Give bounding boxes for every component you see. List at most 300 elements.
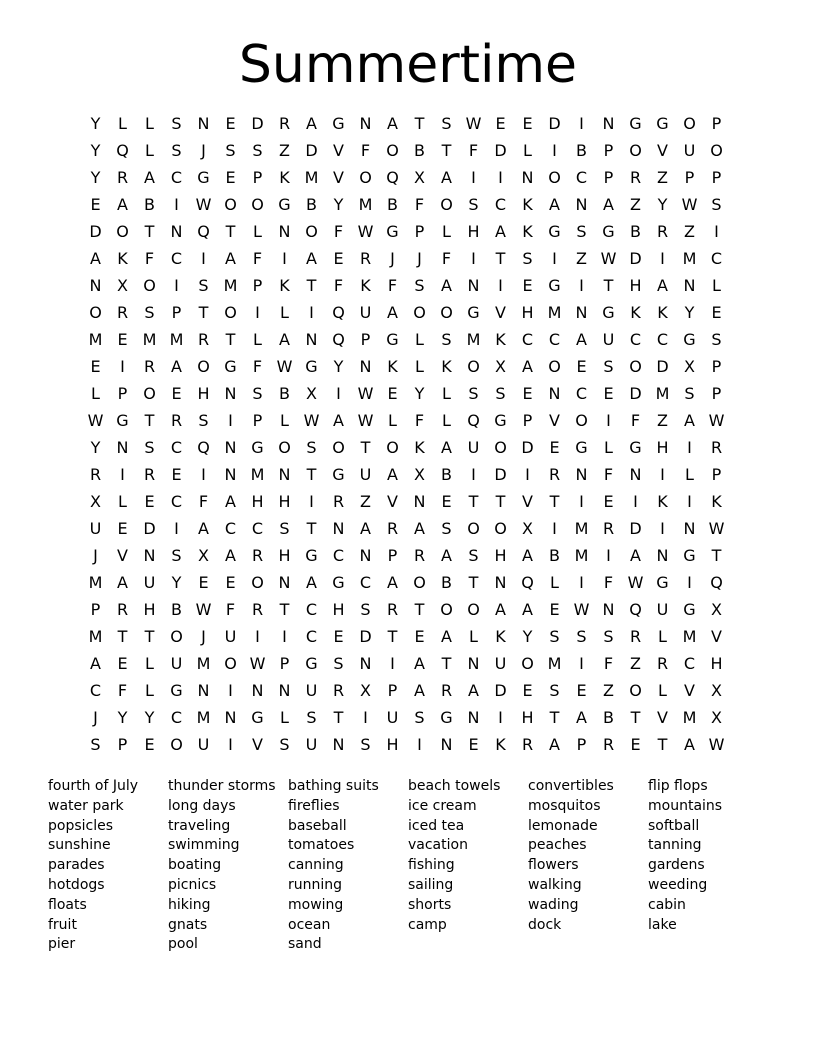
- grid-letter: E: [414, 627, 425, 646]
- grid-letter: V: [387, 492, 398, 511]
- grid-letter: R: [332, 681, 345, 700]
- word-column: [168, 777, 288, 955]
- grid-letter: R: [440, 681, 453, 700]
- grid-letter: D: [143, 519, 156, 538]
- word-list-item: mosquitos: [528, 797, 601, 814]
- grid-letter: L: [145, 114, 154, 133]
- grid-letter: G: [575, 438, 588, 457]
- grid-letter: W: [276, 357, 293, 376]
- grid-letter: Z: [360, 492, 371, 511]
- grid-letter: B: [441, 465, 452, 484]
- grid-letter: W: [681, 195, 698, 214]
- grid-letter: H: [710, 654, 723, 673]
- grid-letter: H: [467, 222, 480, 241]
- grid-letter: A: [441, 627, 452, 646]
- grid-letter: A: [576, 708, 587, 727]
- grid-letter: O: [467, 357, 480, 376]
- grid-letter: S: [468, 384, 479, 403]
- grid-letter: S: [360, 600, 371, 619]
- grid-letter: U: [683, 141, 696, 160]
- grid-letter: Y: [171, 573, 182, 592]
- grid-row: [82, 488, 730, 515]
- grid-letter: S: [252, 141, 263, 160]
- grid-letter: U: [305, 681, 318, 700]
- grid-letter: R: [602, 519, 615, 538]
- grid-letter: O: [224, 303, 237, 322]
- grid-letter: P: [414, 222, 425, 241]
- word-list-item: tomatoes: [288, 837, 355, 854]
- grid-letter: B: [603, 708, 614, 727]
- grid-letter: C: [521, 330, 534, 349]
- grid-letter: W: [627, 573, 644, 592]
- grid-letter: N: [359, 357, 372, 376]
- grid-letter: I: [660, 465, 665, 484]
- grid-letter: P: [252, 411, 263, 430]
- grid-letter: S: [171, 114, 182, 133]
- grid-letter: H: [251, 492, 264, 511]
- grid-letter: A: [684, 411, 695, 430]
- grid-letter: L: [118, 492, 127, 511]
- grid-letter: E: [171, 465, 182, 484]
- grid-letter: D: [548, 114, 561, 133]
- grid-letter: R: [629, 168, 642, 187]
- grid-letter: R: [629, 627, 642, 646]
- grid-letter: Z: [279, 141, 290, 160]
- grid-letter: I: [120, 465, 125, 484]
- grid-letter: M: [682, 708, 697, 727]
- grid-letter: Q: [116, 141, 129, 160]
- grid-letter: P: [711, 114, 722, 133]
- grid-letter: D: [89, 222, 102, 241]
- grid-letter: S: [441, 519, 452, 538]
- grid-letter: N: [548, 384, 561, 403]
- grid-row: [82, 137, 730, 164]
- grid-letter: G: [548, 276, 561, 295]
- grid-letter: T: [387, 627, 398, 646]
- grid-letter: K: [279, 168, 290, 187]
- grid-letter: G: [602, 303, 615, 322]
- grid-letter: K: [117, 249, 128, 268]
- grid-letter: S: [414, 708, 425, 727]
- grid-letter: D: [656, 357, 669, 376]
- grid-letter: J: [93, 708, 98, 727]
- grid-letter: O: [251, 195, 264, 214]
- grid-letter: R: [332, 492, 345, 511]
- grid-letter: O: [629, 357, 642, 376]
- word-list-item: parades: [48, 857, 105, 874]
- grid-letter: W: [573, 600, 590, 619]
- grid-letter: K: [360, 276, 371, 295]
- grid-letter: T: [144, 222, 155, 241]
- grid-letter: M: [88, 330, 103, 349]
- grid-letter: C: [332, 546, 345, 565]
- word-list-item: lake: [648, 916, 677, 933]
- grid-letter: B: [387, 195, 398, 214]
- grid-letter: S: [684, 384, 695, 403]
- grid-letter: C: [251, 519, 264, 538]
- grid-letter: L: [253, 222, 262, 241]
- grid-letter: W: [249, 654, 266, 673]
- grid-letter: F: [225, 600, 236, 619]
- grid-letter: F: [603, 573, 614, 592]
- grid-letter: I: [606, 411, 611, 430]
- grid-letter: M: [250, 465, 265, 484]
- grid-letter: T: [414, 600, 425, 619]
- grid-letter: C: [629, 330, 642, 349]
- grid-letter: A: [144, 168, 155, 187]
- grid-letter: T: [279, 600, 290, 619]
- grid-letter: P: [603, 141, 614, 160]
- grid-letter: E: [144, 735, 155, 754]
- grid-letter: N: [278, 681, 291, 700]
- grid-letter: N: [332, 519, 345, 538]
- grid-letter: F: [630, 411, 641, 430]
- word-list-item: gnats: [168, 916, 208, 933]
- word-list-item: beach towels: [408, 778, 501, 794]
- grid-letter: O: [629, 681, 642, 700]
- grid-letter: W: [357, 384, 374, 403]
- grid-letter: S: [603, 357, 614, 376]
- grid-letter: V: [711, 627, 722, 646]
- grid-letter: E: [198, 573, 209, 592]
- grid-letter: U: [170, 654, 183, 673]
- grid-row: [82, 461, 730, 488]
- word-list-item: pool: [168, 936, 198, 953]
- word-list-item: thunder storms: [168, 778, 276, 794]
- grid-letter: R: [170, 411, 183, 430]
- word-list-item: walking: [528, 876, 582, 893]
- grid-letter: V: [495, 303, 506, 322]
- grid-letter: M: [169, 330, 184, 349]
- grid-letter: S: [279, 735, 290, 754]
- grid-letter: C: [548, 330, 561, 349]
- grid-letter: L: [118, 114, 127, 133]
- grid-letter: B: [306, 195, 317, 214]
- grid-letter: K: [279, 276, 290, 295]
- word-list-item: sand: [288, 936, 322, 953]
- grid-letter: M: [547, 303, 562, 322]
- grid-letter: X: [198, 546, 209, 565]
- grid-letter: E: [522, 384, 533, 403]
- grid-letter: S: [252, 384, 263, 403]
- grid-letter: A: [549, 735, 560, 754]
- grid-letter: E: [711, 303, 722, 322]
- grid-letter: A: [306, 573, 317, 592]
- word-list-item: fireflies: [288, 797, 340, 814]
- grid-letter: D: [359, 627, 372, 646]
- grid-letter: M: [223, 276, 238, 295]
- grid-letter: T: [144, 627, 155, 646]
- grid-letter: S: [522, 249, 533, 268]
- grid-letter: X: [414, 168, 425, 187]
- grid-letter: G: [278, 195, 291, 214]
- grid-letter: Z: [657, 168, 668, 187]
- grid-letter: C: [170, 438, 183, 457]
- grid-letter: M: [574, 519, 589, 538]
- grid-letter: F: [603, 465, 614, 484]
- grid-letter: H: [494, 546, 507, 565]
- word-list-item: ice cream: [408, 797, 477, 814]
- grid-letter: A: [414, 654, 425, 673]
- grid-letter: G: [332, 465, 345, 484]
- grid-letter: L: [145, 141, 154, 160]
- grid-letter: X: [711, 681, 722, 700]
- grid-letter: P: [279, 654, 290, 673]
- grid-letter: Q: [197, 222, 210, 241]
- grid-letter: I: [120, 357, 125, 376]
- grid-letter: S: [441, 114, 452, 133]
- grid-letter: E: [441, 492, 452, 511]
- grid-letter: O: [467, 600, 480, 619]
- word-list-item: tanning: [648, 837, 702, 854]
- grid-letter: E: [549, 600, 560, 619]
- grid-letter: T: [306, 519, 317, 538]
- grid-letter: F: [468, 141, 479, 160]
- grid-letter: A: [306, 114, 317, 133]
- grid-letter: J: [201, 141, 206, 160]
- grid-letter: K: [630, 303, 641, 322]
- grid-letter: I: [363, 708, 368, 727]
- grid-letter: P: [711, 168, 722, 187]
- grid-letter: W: [708, 411, 725, 430]
- grid-letter: Q: [467, 411, 480, 430]
- grid-letter: N: [278, 573, 291, 592]
- grid-letter: C: [656, 330, 669, 349]
- grid-letter: O: [170, 627, 183, 646]
- grid-letter: L: [280, 708, 289, 727]
- grid-letter: T: [117, 627, 128, 646]
- grid-letter: S: [306, 438, 317, 457]
- grid-letter: W: [195, 600, 212, 619]
- grid-letter: H: [521, 708, 534, 727]
- grid-letter: Q: [386, 168, 399, 187]
- grid-letter: A: [387, 573, 398, 592]
- grid-letter: E: [225, 114, 236, 133]
- grid-letter: R: [413, 546, 426, 565]
- grid-letter: S: [549, 627, 560, 646]
- grid-letter: N: [89, 276, 102, 295]
- grid-letter: N: [683, 519, 696, 538]
- grid-letter: S: [90, 735, 101, 754]
- grid-letter: A: [522, 357, 533, 376]
- grid-letter: Z: [657, 411, 668, 430]
- grid-letter: L: [604, 438, 613, 457]
- grid-letter: T: [225, 330, 236, 349]
- grid-letter: Y: [117, 708, 128, 727]
- word-list-item: boating: [168, 857, 222, 874]
- grid-letter: S: [441, 330, 452, 349]
- grid-letter: G: [629, 114, 642, 133]
- grid-letter: G: [548, 222, 561, 241]
- grid-letter: C: [224, 519, 237, 538]
- grid-letter: P: [603, 168, 614, 187]
- grid-letter: R: [116, 303, 129, 322]
- grid-letter: W: [465, 114, 482, 133]
- grid-letter: R: [89, 465, 102, 484]
- grid-letter: F: [333, 222, 344, 241]
- grid-letter: A: [387, 114, 398, 133]
- grid-letter: E: [522, 114, 533, 133]
- grid-letter: L: [91, 384, 100, 403]
- grid-letter: I: [174, 276, 179, 295]
- grid-letter: A: [198, 519, 209, 538]
- grid-letter: P: [117, 735, 128, 754]
- grid-letter: S: [468, 546, 479, 565]
- word-list-item: traveling: [168, 817, 231, 834]
- grid-letter: I: [660, 249, 665, 268]
- grid-letter: N: [602, 600, 615, 619]
- grid-letter: A: [522, 546, 533, 565]
- grid-letter: V: [333, 141, 344, 160]
- grid-letter: G: [494, 411, 507, 430]
- grid-row: [82, 623, 730, 650]
- word-list-item: running: [288, 876, 343, 893]
- grid-letter: Z: [684, 222, 695, 241]
- grid-letter: N: [251, 681, 264, 700]
- grid-row: [82, 407, 730, 434]
- grid-letter: L: [685, 465, 694, 484]
- grid-letter: I: [498, 708, 503, 727]
- grid-letter: L: [388, 411, 397, 430]
- grid-letter: P: [576, 735, 587, 754]
- grid-letter: U: [467, 438, 480, 457]
- grid-letter: I: [552, 249, 557, 268]
- grid-letter: E: [117, 519, 128, 538]
- grid-letter: S: [576, 222, 587, 241]
- grid-letter: L: [523, 141, 532, 160]
- grid-letter: O: [386, 438, 399, 457]
- grid-letter: N: [521, 168, 534, 187]
- grid-letter: L: [442, 384, 451, 403]
- grid-row: [82, 515, 730, 542]
- grid-letter: A: [630, 546, 641, 565]
- grid-letter: N: [575, 303, 588, 322]
- grid-letter: U: [305, 735, 318, 754]
- grid-letter: N: [224, 384, 237, 403]
- grid-row: [82, 731, 730, 758]
- grid-letter: T: [549, 708, 560, 727]
- grid-letter: D: [494, 465, 507, 484]
- grid-letter: M: [655, 384, 670, 403]
- grid-letter: N: [116, 438, 129, 457]
- grid-letter: I: [255, 303, 260, 322]
- grid-letter: F: [333, 276, 344, 295]
- grid-letter: R: [656, 654, 669, 673]
- grid-letter: K: [387, 357, 398, 376]
- grid-letter: Z: [603, 681, 614, 700]
- grid-letter: S: [306, 708, 317, 727]
- grid-letter: E: [468, 735, 479, 754]
- grid-letter: I: [174, 519, 179, 538]
- grid-letter: N: [494, 573, 507, 592]
- grid-letter: A: [333, 411, 344, 430]
- grid-letter: P: [711, 384, 722, 403]
- grid-letter: L: [253, 330, 262, 349]
- grid-letter: I: [579, 654, 584, 673]
- grid-letter: Q: [710, 573, 723, 592]
- grid-letter: I: [471, 249, 476, 268]
- grid-letter: I: [228, 681, 233, 700]
- grid-letter: D: [305, 141, 318, 160]
- grid-letter: E: [576, 681, 587, 700]
- grid-row: [82, 245, 730, 272]
- grid-letter: L: [280, 303, 289, 322]
- grid-letter: G: [683, 330, 696, 349]
- grid-letter: N: [278, 465, 291, 484]
- grid-letter: H: [386, 735, 399, 754]
- grid-letter: O: [197, 357, 210, 376]
- grid-letter: P: [252, 168, 263, 187]
- grid-letter: M: [682, 249, 697, 268]
- grid-letter: O: [251, 573, 264, 592]
- grid-letter: A: [225, 249, 236, 268]
- grid-letter: L: [442, 222, 451, 241]
- grid-letter: A: [495, 222, 506, 241]
- grid-letter: G: [251, 708, 264, 727]
- grid-letter: T: [657, 735, 668, 754]
- grid-row: [82, 542, 730, 569]
- grid-letter: G: [170, 681, 183, 700]
- grid-letter: G: [332, 573, 345, 592]
- grid-letter: P: [90, 600, 101, 619]
- grid-letter: D: [629, 519, 642, 538]
- grid-letter: S: [279, 519, 290, 538]
- grid-letter: X: [360, 681, 371, 700]
- grid-letter: T: [414, 114, 425, 133]
- grid-letter: N: [629, 465, 642, 484]
- grid-letter: G: [197, 168, 210, 187]
- grid-letter: U: [143, 573, 156, 592]
- grid-letter: A: [684, 735, 695, 754]
- grid-letter: O: [224, 654, 237, 673]
- grid-letter: L: [550, 573, 559, 592]
- grid-letter: K: [522, 195, 533, 214]
- grid-letter: Q: [332, 303, 345, 322]
- grid-letter: R: [521, 735, 534, 754]
- grid-letter: K: [495, 627, 506, 646]
- grid-letter: A: [441, 168, 452, 187]
- grid-letter: L: [415, 357, 424, 376]
- grid-letter: N: [467, 654, 480, 673]
- grid-letter: G: [656, 114, 669, 133]
- grid-letter: R: [116, 168, 129, 187]
- grid-letter: T: [468, 573, 479, 592]
- grid-letter: O: [467, 519, 480, 538]
- grid-letter: I: [471, 168, 476, 187]
- grid-letter: R: [197, 330, 210, 349]
- grid-letter: E: [171, 384, 182, 403]
- word-list-item: water park: [48, 797, 124, 814]
- grid-letter: F: [387, 276, 398, 295]
- grid-letter: S: [549, 681, 560, 700]
- grid-letter: G: [305, 654, 318, 673]
- grid-letter: P: [387, 546, 398, 565]
- grid-letter: V: [549, 411, 560, 430]
- grid-letter: V: [252, 735, 263, 754]
- grid-letter: Y: [333, 357, 344, 376]
- grid-letter: B: [630, 222, 641, 241]
- grid-letter: O: [413, 303, 426, 322]
- grid-letter: E: [90, 357, 101, 376]
- grid-letter: B: [171, 600, 182, 619]
- grid-letter: E: [603, 384, 614, 403]
- grid-letter: V: [522, 492, 533, 511]
- grid-letter: H: [197, 384, 210, 403]
- grid-letter: O: [386, 141, 399, 160]
- grid-letter: U: [494, 654, 507, 673]
- grid-letter: Y: [522, 627, 533, 646]
- grid-letter: W: [357, 411, 374, 430]
